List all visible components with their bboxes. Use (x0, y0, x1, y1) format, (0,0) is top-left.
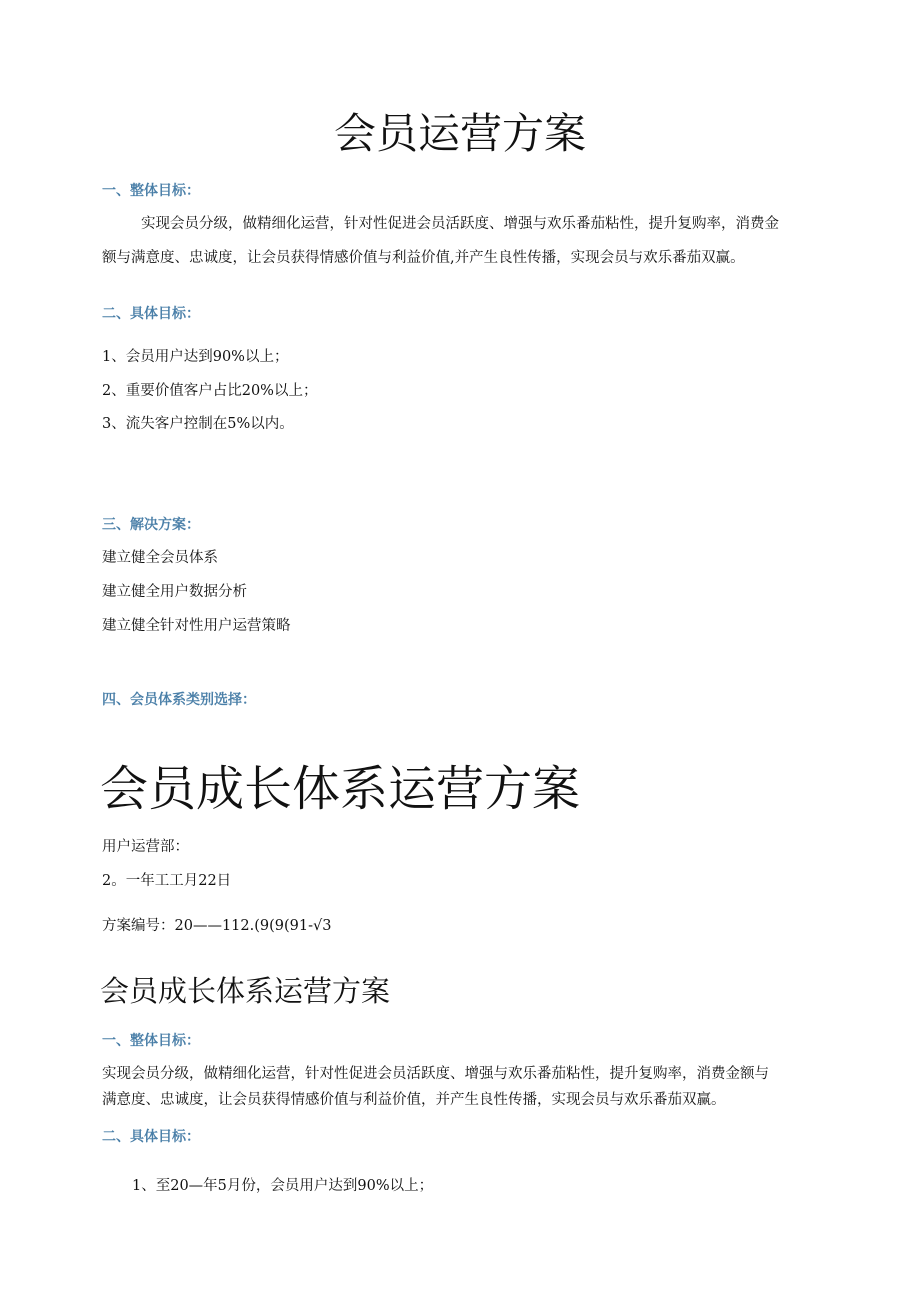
document-title: 会员运营方案 (333, 109, 586, 158)
part2-heading-overall-goal: 一、整体目标： (102, 1033, 200, 1049)
cover-title: 会员成长体系运营方案 (100, 761, 581, 817)
cover-date: 2。一年工工月22日 (102, 873, 232, 889)
specific-goal-item: 1、会员用户达到90%以上； (102, 349, 289, 365)
cover-department: 用户运营部： (102, 839, 189, 855)
section-heading-solutions: 三、解决方案： (102, 517, 200, 533)
cover-plan-number: 方案编号：20——112.(9(9(91-√3 (102, 918, 332, 934)
section-heading-membership-type: 四、会员体系类别选择： (102, 692, 256, 708)
part2-overall-goal-line-2: 满意度、忠诚度，让会员获得情感价值与利益价值，并产生良性传播，实现会员与欢乐番茄双赢。 (102, 1092, 726, 1108)
part2-title: 会员成长体系运营方案 (100, 974, 391, 1008)
part2-heading-specific-goals: 二、具体目标： (102, 1129, 200, 1145)
section-heading-specific-goals: 二、具体目标： (102, 306, 200, 322)
specific-goal-item: 3、流失客户控制在5%以内。 (102, 416, 294, 432)
solution-item: 建立健全用户数据分析 (102, 584, 247, 600)
part2-specific-goal-item: 1、至20—年5月份，会员用户达到90%以上； (132, 1178, 434, 1194)
solution-item: 建立健全会员体系 (102, 550, 218, 566)
solution-item: 建立健全针对性用户运营策略 (102, 618, 291, 634)
part2-overall-goal-line-1: 实现会员分级，做精细化运营，针对性促进会员活跃度、增强与欢乐番茄粘性，提升复购率，消费金额与 (102, 1066, 769, 1082)
section-heading-overall-goal: 一、整体目标： (102, 183, 200, 199)
specific-goal-item: 2、重要价值客户占比20%以上； (102, 383, 318, 399)
overall-goal-line-1: 实现会员分级，做精细化运营，针对性促进会员活跃度、增强与欢乐番茄粘性，提升复购率，消费金 (141, 216, 779, 232)
overall-goal-line-2: 额与满意度、忠诚度，让会员获得情感价值与利益价值,并产生良性传播，实现会员与欢乐番茄双赢。 (102, 250, 745, 266)
